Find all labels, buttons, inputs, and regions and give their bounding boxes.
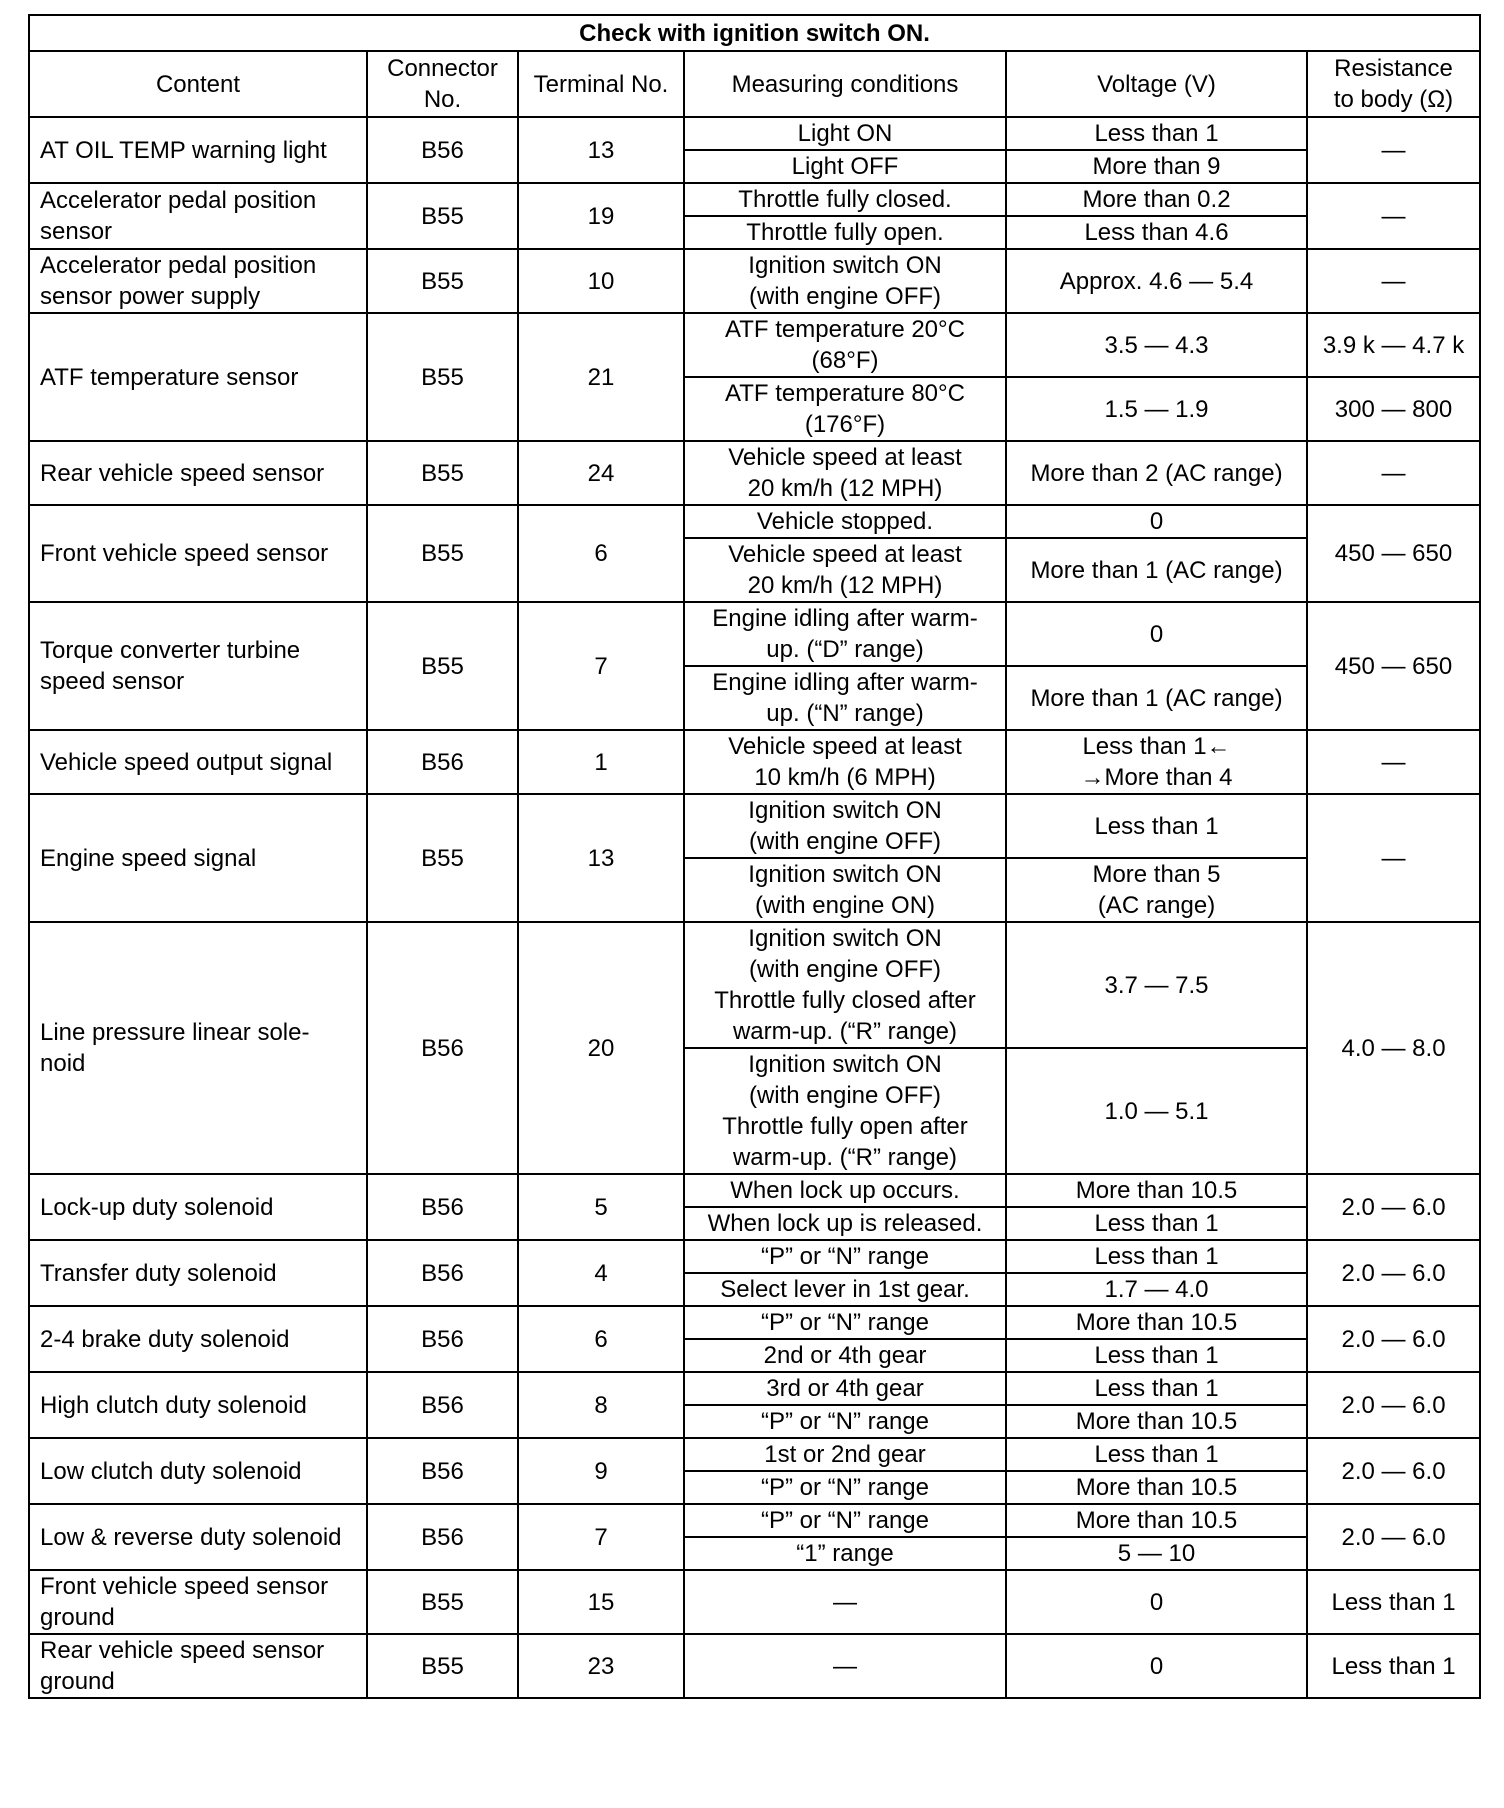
condition-cell: Throttle fully open. xyxy=(684,216,1006,249)
condition-cell: “1” range xyxy=(684,1537,1006,1570)
condition-cell: “P” or “N” range xyxy=(684,1240,1006,1273)
table-row xyxy=(29,1634,1480,1698)
condition-cell: Ignition switch ON (with engine ON) xyxy=(684,858,1006,922)
voltage-cell: 0 xyxy=(1006,1570,1307,1634)
voltage-cell: More than 1 (AC range) xyxy=(1006,538,1307,602)
table-row xyxy=(29,183,1480,216)
condition-cell: Ignition switch ON (with engine OFF) xyxy=(684,249,1006,313)
content-cell: Torque converter turbine speed sensor xyxy=(29,602,367,730)
column-header-voltage: Voltage (V) xyxy=(1006,51,1307,117)
voltage-cell: More than 10.5 xyxy=(1006,1174,1307,1207)
table-row xyxy=(29,794,1480,858)
column-header-content: Content xyxy=(29,51,367,117)
terminal-cell: 24 xyxy=(518,441,684,505)
condition-cell: Engine idling after warm- up. (“N” range) xyxy=(684,666,1006,730)
column-header-resistance: Resistance to body (Ω) xyxy=(1307,51,1480,117)
condition-cell: “P” or “N” range xyxy=(684,1306,1006,1339)
table-title: Check with ignition switch ON. xyxy=(29,15,1480,51)
connector-cell: B56 xyxy=(367,1174,518,1240)
voltage-cell: More than 10.5 xyxy=(1006,1471,1307,1504)
condition-cell: Light OFF xyxy=(684,150,1006,183)
terminal-cell: 23 xyxy=(518,1634,684,1698)
condition-cell: Vehicle speed at least 20 km/h (12 MPH) xyxy=(684,538,1006,602)
condition-cell: Ignition switch ON (with engine OFF) Throttle fully open after warm-up. (“R” range) xyxy=(684,1048,1006,1174)
table-row xyxy=(29,1240,1480,1273)
column-header-conditions: Measuring conditions xyxy=(684,51,1006,117)
condition-cell: 1st or 2nd gear xyxy=(684,1438,1006,1471)
table-row xyxy=(29,602,1480,666)
connector-cell: B56 xyxy=(367,730,518,794)
voltage-cell: More than 10.5 xyxy=(1006,1405,1307,1438)
content-cell: 2-4 brake duty solenoid xyxy=(29,1306,367,1372)
voltage-cell: More than 10.5 xyxy=(1006,1504,1307,1537)
voltage-cell: More than 0.2 xyxy=(1006,183,1307,216)
terminal-cell: 6 xyxy=(518,505,684,602)
connector-cell: B56 xyxy=(367,922,518,1174)
connector-cell: B55 xyxy=(367,183,518,249)
terminal-cell: 7 xyxy=(518,602,684,730)
voltage-cell: More than 9 xyxy=(1006,150,1307,183)
voltage-cell: 1.5 — 1.9 xyxy=(1006,377,1307,441)
terminal-cell: 13 xyxy=(518,117,684,183)
resistance-cell: 300 — 800 xyxy=(1307,377,1480,441)
terminal-cell: 6 xyxy=(518,1306,684,1372)
voltage-cell: More than 5 (AC range) xyxy=(1006,858,1307,922)
voltage-cell: Less than 1 xyxy=(1006,1207,1307,1240)
connector-cell: B55 xyxy=(367,794,518,922)
table-row xyxy=(29,249,1480,313)
resistance-cell: Less than 1 xyxy=(1307,1634,1480,1698)
connector-cell: B56 xyxy=(367,1372,518,1438)
voltage-cell: 1.7 — 4.0 xyxy=(1006,1273,1307,1306)
table-row xyxy=(29,1306,1480,1339)
table-row xyxy=(29,1438,1480,1471)
content-cell: Engine speed signal xyxy=(29,794,367,922)
condition-cell: — xyxy=(684,1570,1006,1634)
connector-cell: B55 xyxy=(367,1634,518,1698)
terminal-cell: 4 xyxy=(518,1240,684,1306)
connector-cell: B56 xyxy=(367,1306,518,1372)
content-cell: High clutch duty solenoid xyxy=(29,1372,367,1438)
table-row xyxy=(29,1570,1480,1634)
terminal-cell: 9 xyxy=(518,1438,684,1504)
resistance-cell: Less than 1 xyxy=(1307,1570,1480,1634)
resistance-cell: 450 — 650 xyxy=(1307,602,1480,730)
terminal-cell: 1 xyxy=(518,730,684,794)
table-row xyxy=(29,441,1480,505)
voltage-cell: Approx. 4.6 — 5.4 xyxy=(1006,249,1307,313)
column-header-connector: Connector No. xyxy=(367,51,518,117)
terminal-cell: 19 xyxy=(518,183,684,249)
content-cell: Front vehicle speed sensor ground xyxy=(29,1570,367,1634)
voltage-cell: Less than 1 xyxy=(1006,1438,1307,1471)
resistance-cell: 2.0 — 6.0 xyxy=(1307,1504,1480,1570)
voltage-cell: 3.5 — 4.3 xyxy=(1006,313,1307,377)
voltage-cell: Less than 1 xyxy=(1006,1339,1307,1372)
terminal-cell: 21 xyxy=(518,313,684,441)
condition-cell: “P” or “N” range xyxy=(684,1405,1006,1438)
connector-cell: B56 xyxy=(367,1438,518,1504)
condition-cell: ATF temperature 20°C (68°F) xyxy=(684,313,1006,377)
ignition-check-table xyxy=(28,14,1481,1699)
voltage-cell: 5 — 10 xyxy=(1006,1537,1307,1570)
content-cell: Accelerator pedal position sensor xyxy=(29,183,367,249)
content-cell: Accelerator pedal position sensor power supply xyxy=(29,249,367,313)
condition-cell: Throttle fully closed. xyxy=(684,183,1006,216)
table-row xyxy=(29,1174,1480,1207)
content-cell: Line pressure linear sole- noid xyxy=(29,922,367,1174)
resistance-cell: — xyxy=(1307,117,1480,183)
resistance-cell: 2.0 — 6.0 xyxy=(1307,1174,1480,1240)
resistance-cell: — xyxy=(1307,249,1480,313)
terminal-cell: 15 xyxy=(518,1570,684,1634)
connector-cell: B56 xyxy=(367,1240,518,1306)
content-cell: Transfer duty solenoid xyxy=(29,1240,367,1306)
connector-cell: B55 xyxy=(367,313,518,441)
content-cell: Lock-up duty solenoid xyxy=(29,1174,367,1240)
condition-cell: — xyxy=(684,1634,1006,1698)
terminal-cell: 10 xyxy=(518,249,684,313)
voltage-cell: Less than 1 xyxy=(1006,1372,1307,1405)
voltage-cell: 1.0 — 5.1 xyxy=(1006,1048,1307,1174)
condition-cell: “P” or “N” range xyxy=(684,1471,1006,1504)
condition-cell: “P” or “N” range xyxy=(684,1504,1006,1537)
terminal-cell: 20 xyxy=(518,922,684,1174)
content-cell: Vehicle speed output signal xyxy=(29,730,367,794)
column-header-terminal: Terminal No. xyxy=(518,51,684,117)
condition-cell: Light ON xyxy=(684,117,1006,150)
table-row xyxy=(29,922,1480,1048)
condition-cell: 3rd or 4th gear xyxy=(684,1372,1006,1405)
resistance-cell: — xyxy=(1307,441,1480,505)
content-cell: Front vehicle speed sensor xyxy=(29,505,367,602)
condition-cell: When lock up is released. xyxy=(684,1207,1006,1240)
content-cell: AT OIL TEMP warning light xyxy=(29,117,367,183)
voltage-cell: Less than 1← →More than 4 xyxy=(1006,730,1307,794)
voltage-cell: Less than 1 xyxy=(1006,794,1307,858)
voltage-cell: 0 xyxy=(1006,602,1307,666)
content-cell: ATF temperature sensor xyxy=(29,313,367,441)
condition-cell: Vehicle speed at least 10 km/h (6 MPH) xyxy=(684,730,1006,794)
connector-cell: B56 xyxy=(367,1504,518,1570)
condition-cell: 2nd or 4th gear xyxy=(684,1339,1006,1372)
connector-cell: B55 xyxy=(367,602,518,730)
terminal-cell: 5 xyxy=(518,1174,684,1240)
content-cell: Low clutch duty solenoid xyxy=(29,1438,367,1504)
table-row xyxy=(29,730,1480,794)
terminal-cell: 7 xyxy=(518,1504,684,1570)
resistance-cell: 4.0 — 8.0 xyxy=(1307,922,1480,1174)
condition-cell: Engine idling after warm- up. (“D” range) xyxy=(684,602,1006,666)
resistance-cell: — xyxy=(1307,730,1480,794)
table-body xyxy=(29,117,1480,1698)
voltage-cell: Less than 4.6 xyxy=(1006,216,1307,249)
condition-cell: When lock up occurs. xyxy=(684,1174,1006,1207)
resistance-cell: 2.0 — 6.0 xyxy=(1307,1438,1480,1504)
condition-cell: Select lever in 1st gear. xyxy=(684,1273,1006,1306)
connector-cell: B56 xyxy=(367,117,518,183)
connector-cell: B55 xyxy=(367,249,518,313)
connector-cell: B55 xyxy=(367,1570,518,1634)
terminal-cell: 13 xyxy=(518,794,684,922)
condition-cell: Ignition switch ON (with engine OFF) xyxy=(684,794,1006,858)
resistance-cell: — xyxy=(1307,794,1480,922)
voltage-cell: 0 xyxy=(1006,1634,1307,1698)
table-row xyxy=(29,505,1480,538)
condition-cell: Vehicle speed at least 20 km/h (12 MPH) xyxy=(684,441,1006,505)
table-row xyxy=(29,1372,1480,1405)
voltage-cell: 3.7 — 7.5 xyxy=(1006,922,1307,1048)
connector-cell: B55 xyxy=(367,441,518,505)
condition-cell: ATF temperature 80°C (176°F) xyxy=(684,377,1006,441)
table-row xyxy=(29,1504,1480,1537)
content-cell: Low & reverse duty solenoid xyxy=(29,1504,367,1570)
voltage-cell: Less than 1 xyxy=(1006,1240,1307,1273)
condition-cell: Vehicle stopped. xyxy=(684,505,1006,538)
terminal-cell: 8 xyxy=(518,1372,684,1438)
table-row xyxy=(29,117,1480,150)
resistance-cell: 2.0 — 6.0 xyxy=(1307,1372,1480,1438)
voltage-cell: Less than 1 xyxy=(1006,117,1307,150)
voltage-cell: 0 xyxy=(1006,505,1307,538)
connector-cell: B55 xyxy=(367,505,518,602)
resistance-cell: 3.9 k — 4.7 k xyxy=(1307,313,1480,377)
resistance-cell: 450 — 650 xyxy=(1307,505,1480,602)
content-cell: Rear vehicle speed sensor xyxy=(29,441,367,505)
voltage-cell: More than 2 (AC range) xyxy=(1006,441,1307,505)
resistance-cell: — xyxy=(1307,183,1480,249)
voltage-cell: More than 1 (AC range) xyxy=(1006,666,1307,730)
resistance-cell: 2.0 — 6.0 xyxy=(1307,1240,1480,1306)
condition-cell: Ignition switch ON (with engine OFF) Throttle fully closed after warm-up. (“R” range) xyxy=(684,922,1006,1048)
voltage-cell: More than 10.5 xyxy=(1006,1306,1307,1339)
table-row xyxy=(29,313,1480,377)
content-cell: Rear vehicle speed sensor ground xyxy=(29,1634,367,1698)
resistance-cell: 2.0 — 6.0 xyxy=(1307,1306,1480,1372)
